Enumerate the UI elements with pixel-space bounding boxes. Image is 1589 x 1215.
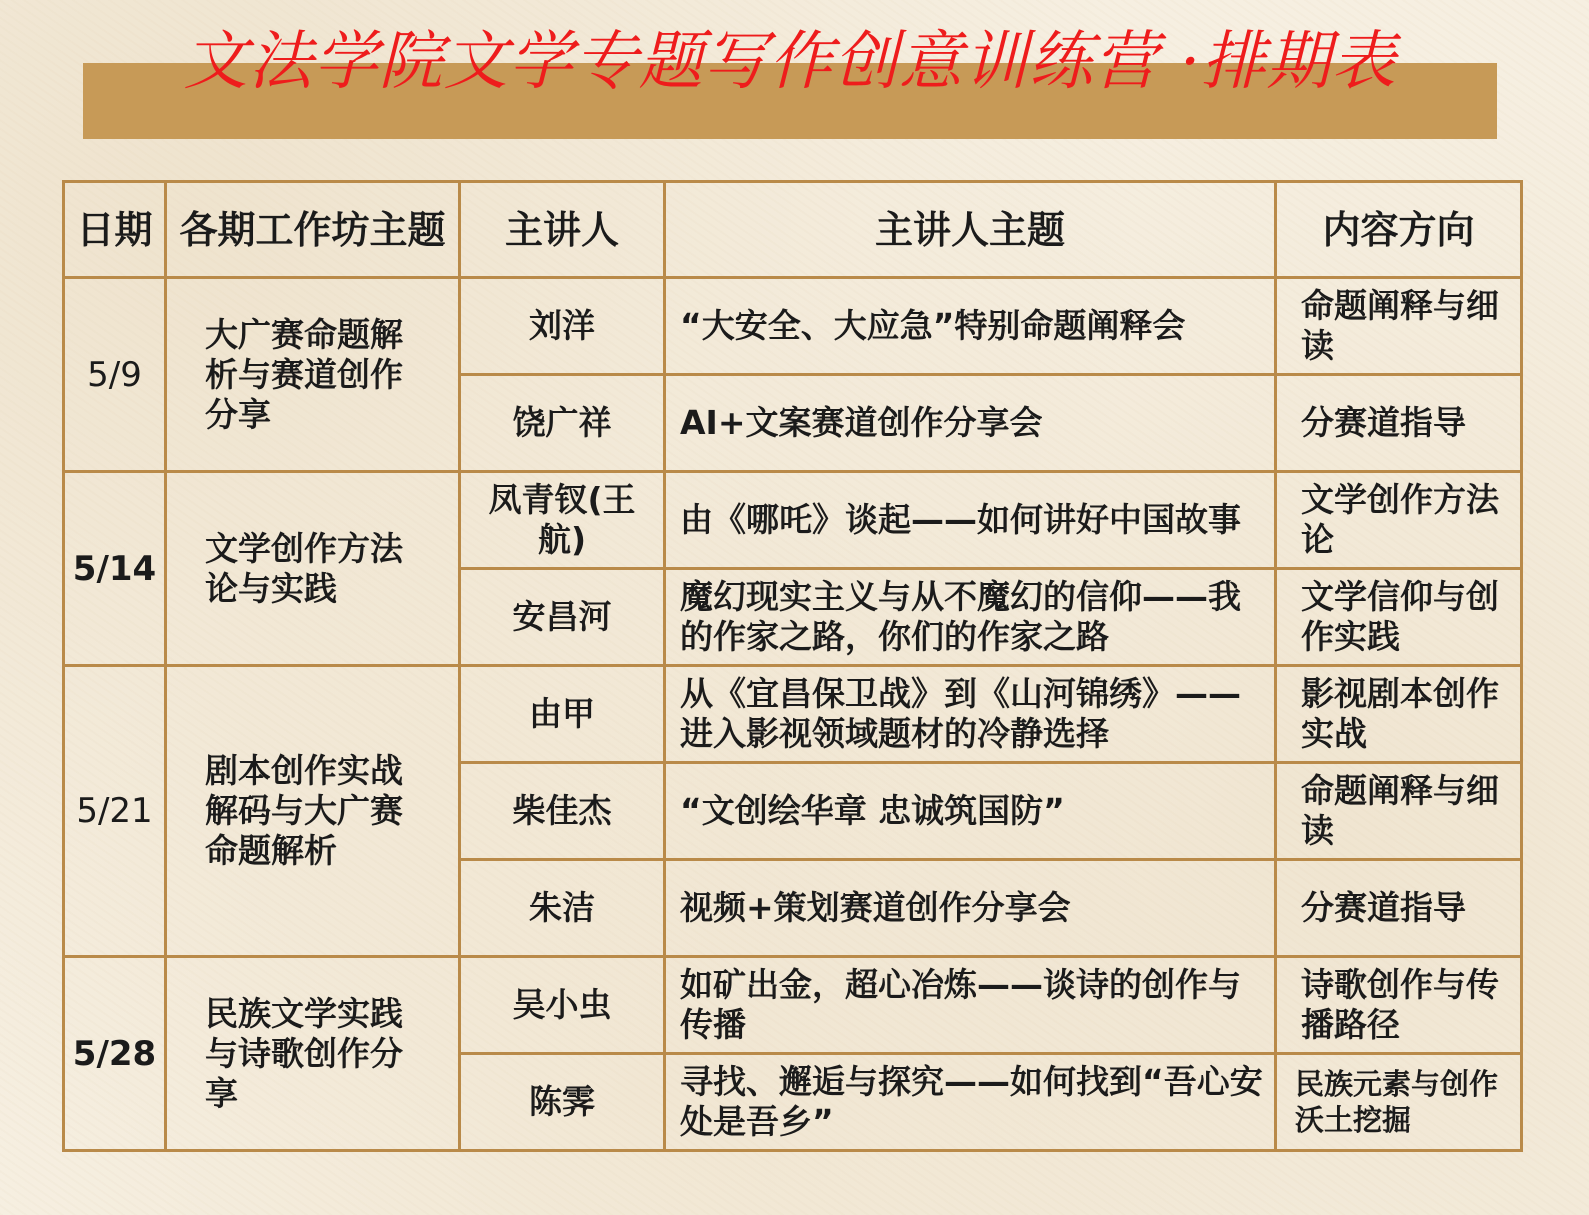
session-date: 5/21 xyxy=(64,666,166,957)
speaker-name: 凤青钗(王航) xyxy=(460,472,665,569)
speaker-subject: 如矿出金，超心冶炼——谈诗的创作与传播 xyxy=(665,957,1276,1054)
content-direction: 文学信仰与创作实践 xyxy=(1276,569,1522,666)
table-row xyxy=(64,957,1522,1054)
speaker-name: 安昌河 xyxy=(460,569,665,666)
session-topic: 民族文学实践与诗歌创作分享 xyxy=(166,957,460,1151)
speaker-subject: AI+文案赛道创作分享会 xyxy=(665,375,1276,472)
speaker-name: 柴佳杰 xyxy=(460,763,665,860)
speaker-subject: 视频+策划赛道创作分享会 xyxy=(665,860,1276,957)
header-date: 日期 xyxy=(64,182,166,278)
speaker-subject: 寻找、邂逅与探究——如何找到“吾心安处是吾乡” xyxy=(665,1054,1276,1151)
speaker-name: 吴小虫 xyxy=(460,957,665,1054)
content-direction: 影视剧本创作实战 xyxy=(1276,666,1522,763)
content-direction: 命题阐释与细读 xyxy=(1276,763,1522,860)
session-topic: 剧本创作实战解码与大广赛命题解析 xyxy=(166,666,460,957)
session-date: 5/9 xyxy=(64,278,166,472)
speaker-subject: 从《宜昌保卫战》到《山河锦绣》——进入影视领域题材的冷静选择 xyxy=(665,666,1276,763)
session-topic: 大广赛命题解析与赛道创作分享 xyxy=(166,278,460,472)
header-direction: 内容方向 xyxy=(1276,182,1522,278)
speaker-name: 陈霁 xyxy=(460,1054,665,1151)
content-direction: 诗歌创作与传播路径 xyxy=(1276,957,1522,1054)
table-row xyxy=(64,666,1522,763)
speaker-name: 朱洁 xyxy=(460,860,665,957)
header-workshop-topic: 各期工作坊主题 xyxy=(166,182,460,278)
page-title: 文法学院文学专题写作创意训练营 ·排期表 xyxy=(183,25,1397,99)
speaker-subject: 由《哪吒》谈起——如何讲好中国故事 xyxy=(665,472,1276,569)
table-row xyxy=(64,472,1522,569)
content-direction: 命题阐释与细读 xyxy=(1276,278,1522,375)
table-header-row xyxy=(64,182,1522,278)
table-row xyxy=(64,278,1522,375)
header-speaker: 主讲人 xyxy=(460,182,665,278)
speaker-subject: “文创绘华章 忠诚筑国防” xyxy=(665,763,1276,860)
session-topic: 文学创作方法论与实践 xyxy=(166,472,460,666)
content-direction: 民族元素与创作沃土挖掘 xyxy=(1276,1054,1522,1151)
session-date: 5/28 xyxy=(64,957,166,1151)
speaker-subject: 魔幻现实主义与从不魔幻的信仰——我的作家之路，你们的作家之路 xyxy=(665,569,1276,666)
schedule-table xyxy=(62,180,1523,1152)
content-direction: 文学创作方法论 xyxy=(1276,472,1522,569)
session-date: 5/14 xyxy=(64,472,166,666)
content-direction: 分赛道指导 xyxy=(1276,375,1522,472)
content-direction: 分赛道指导 xyxy=(1276,860,1522,957)
speaker-subject: “大安全、大应急”特别命题阐释会 xyxy=(665,278,1276,375)
speaker-name: 刘洋 xyxy=(460,278,665,375)
speaker-name: 饶广祥 xyxy=(460,375,665,472)
speaker-name: 由甲 xyxy=(460,666,665,763)
header-speaker-topic: 主讲人主题 xyxy=(665,182,1276,278)
